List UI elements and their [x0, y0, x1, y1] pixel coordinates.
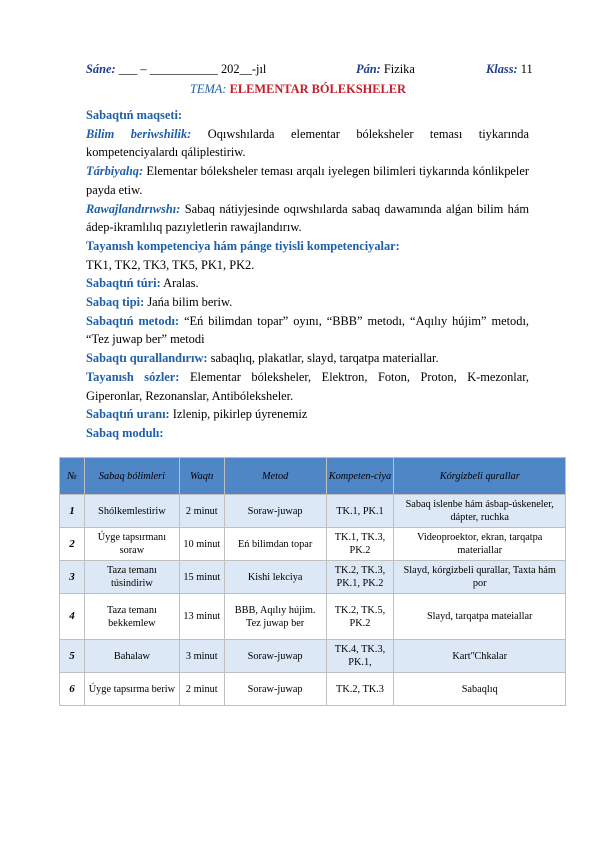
col-header-section: Sabaq bólimleri [84, 458, 179, 495]
cell-time: 13 minut [179, 594, 224, 640]
table-row [60, 594, 566, 640]
cell-method: Kishi lekciya [224, 561, 326, 594]
title-label: TEMA: [190, 82, 227, 96]
lesson-title [0, 82, 596, 97]
table-header-row [60, 458, 566, 495]
cell-section: Shólkemlestiriw [84, 495, 179, 528]
goals-heading: Sabaqtıń maqseti: [86, 108, 183, 122]
col-header-time: Waqtı [179, 458, 224, 495]
cell-number: 3 [60, 561, 85, 594]
cell-competence: TK.1, TK.3, PK.2 [326, 528, 394, 561]
cell-number: 2 [60, 528, 85, 561]
date-label: Sáne: [86, 62, 116, 76]
cell-tools: Sabaq islenbe hám ásbap-úskeneler, dápter, ruchka [394, 495, 566, 528]
cell-number: 5 [60, 640, 85, 673]
cell-section: Úyge tapsırmanı soraw [84, 528, 179, 561]
slogan-value: Izlenip, pikirlep úyrenemiz [172, 407, 308, 422]
cell-section: Bahalaw [84, 640, 179, 673]
col-header-competence: Kompeten-ciya [326, 458, 394, 495]
cell-number: 4 [60, 594, 85, 640]
cell-competence: TK.2, TK.5, PK.2 [326, 594, 394, 640]
edu-label: Bilim beriwshilik: [86, 126, 192, 141]
cell-tools: KartʺChkalar [394, 640, 566, 673]
cell-time: 15 minut [179, 561, 224, 594]
cell-time: 2 minut [179, 495, 224, 528]
cell-competence: TK.2, TK.3 [326, 673, 394, 706]
competence-heading: Tayanısh kompetenciya hám pánge tiyisli kompetenciyalar: [86, 238, 400, 253]
equip-label: Sabaqtı qurallandırıw: [86, 351, 208, 366]
table-row [60, 528, 566, 561]
date-value: ___ – ___________ 202__-jıl [118, 62, 267, 76]
subject-line [356, 62, 415, 77]
type-value: Aralas. [163, 276, 199, 291]
cell-method: Soraw-juwap [224, 640, 326, 673]
col-header-tools: Kórgizbeli qurallar [394, 458, 566, 495]
cell-method: Eń bilimdan topar [224, 528, 326, 561]
equip-value: sabaqlıq, plakatlar, slayd, tarqatpa materiallar. [210, 351, 439, 366]
slogan-label: Sabaqtıń uranı: [86, 407, 170, 422]
cell-competence: TK.2, TK.3, PK.1, PK.2 [326, 561, 394, 594]
col-header-number: № [60, 458, 85, 495]
date-line [86, 62, 266, 77]
cell-section: Úyge tapsırma beriw [84, 673, 179, 706]
class-line [486, 62, 533, 77]
type-label: Sabaqtıń túri: [86, 276, 161, 291]
class-label: Klass: [486, 62, 518, 76]
cell-method: Soraw-juwap [224, 495, 326, 528]
table-row [60, 673, 566, 706]
upbring-text: Elementar bóleksheler teması arqalı iyelegen bilimleri tiykarında kónlikpeler payda etiw. [86, 164, 529, 197]
lesson-module-table [59, 457, 566, 706]
edu-text: Oqıwshılarda elementar bóleksheler teması tiykarında kompetenciyalardı qáliplestiriw. [86, 126, 529, 160]
cell-time: 10 minut [179, 528, 224, 561]
title-value: ELEMENTAR BÓLEKSHELER [229, 82, 406, 96]
words-label: Tayanısh sózler: [86, 369, 180, 384]
cell-time: 3 minut [179, 640, 224, 673]
cell-section: Taza temanı bekkemlew [84, 594, 179, 640]
table-row [60, 640, 566, 673]
cell-competence: TK.1, PK.1 [326, 495, 394, 528]
cell-tools: Sabaqlıq [394, 673, 566, 706]
table-row [60, 495, 566, 528]
module-heading: Sabaq modulı: [86, 425, 164, 440]
words-value: Elementar bóleksheler, Elektron, Foton, Proton, K-mezonlar, Giperonlar, Rezonanslar, Antibóleksheler. [86, 369, 529, 403]
subject-value: Fizika [383, 62, 415, 76]
cell-time: 2 minut [179, 673, 224, 706]
competence-text: TK1, TK2, TK3, TK5, PK1, PK2. [86, 257, 255, 272]
cell-tools: Videoproektor, ekran, tarqatpa materiallar [394, 528, 566, 561]
subject-label: Pán: [356, 62, 381, 76]
cell-method: Soraw-juwap [224, 673, 326, 706]
col-header-method: Metod [224, 458, 326, 495]
kind-label: Sabaq tipi: [86, 295, 145, 310]
table-row [60, 561, 566, 594]
cell-number: 1 [60, 495, 85, 528]
cell-tools: Slayd, kórgizbeli qurallar, Taxta hám por [394, 561, 566, 594]
method-value: “Eń bilimdan topar” oyını, “BBB” metodı, “Aqılıy hújim” metodı, “Tez juwap ber” metodi [86, 313, 529, 347]
cell-method: BBB, Aqılıy hújim. Tez juwap ber [224, 594, 326, 640]
upbring-label: Tárbiyalıq: [86, 164, 144, 179]
method-label: Sabaqtıń metodı: [86, 313, 180, 328]
cell-section: Taza temanı túsindiriw [84, 561, 179, 594]
lesson-body [86, 106, 529, 443]
cell-number: 6 [60, 673, 85, 706]
cell-tools: Slayd, tarqatpa mateiallar [394, 594, 566, 640]
kind-value: Jańa bilim beriw. [147, 295, 233, 310]
develop-text: Sabaq nátiyjesinde oqıwshılarda sabaq dawamında alǵan bilim hám ádep-ikramlılıq pazıyletlerin rawajlandırıw. [86, 201, 529, 235]
cell-competence: TK.4, TK.3, PK.1, [326, 640, 394, 673]
develop-label: Rawajlandırıwshı: [86, 201, 181, 216]
class-value: 11 [520, 62, 533, 76]
